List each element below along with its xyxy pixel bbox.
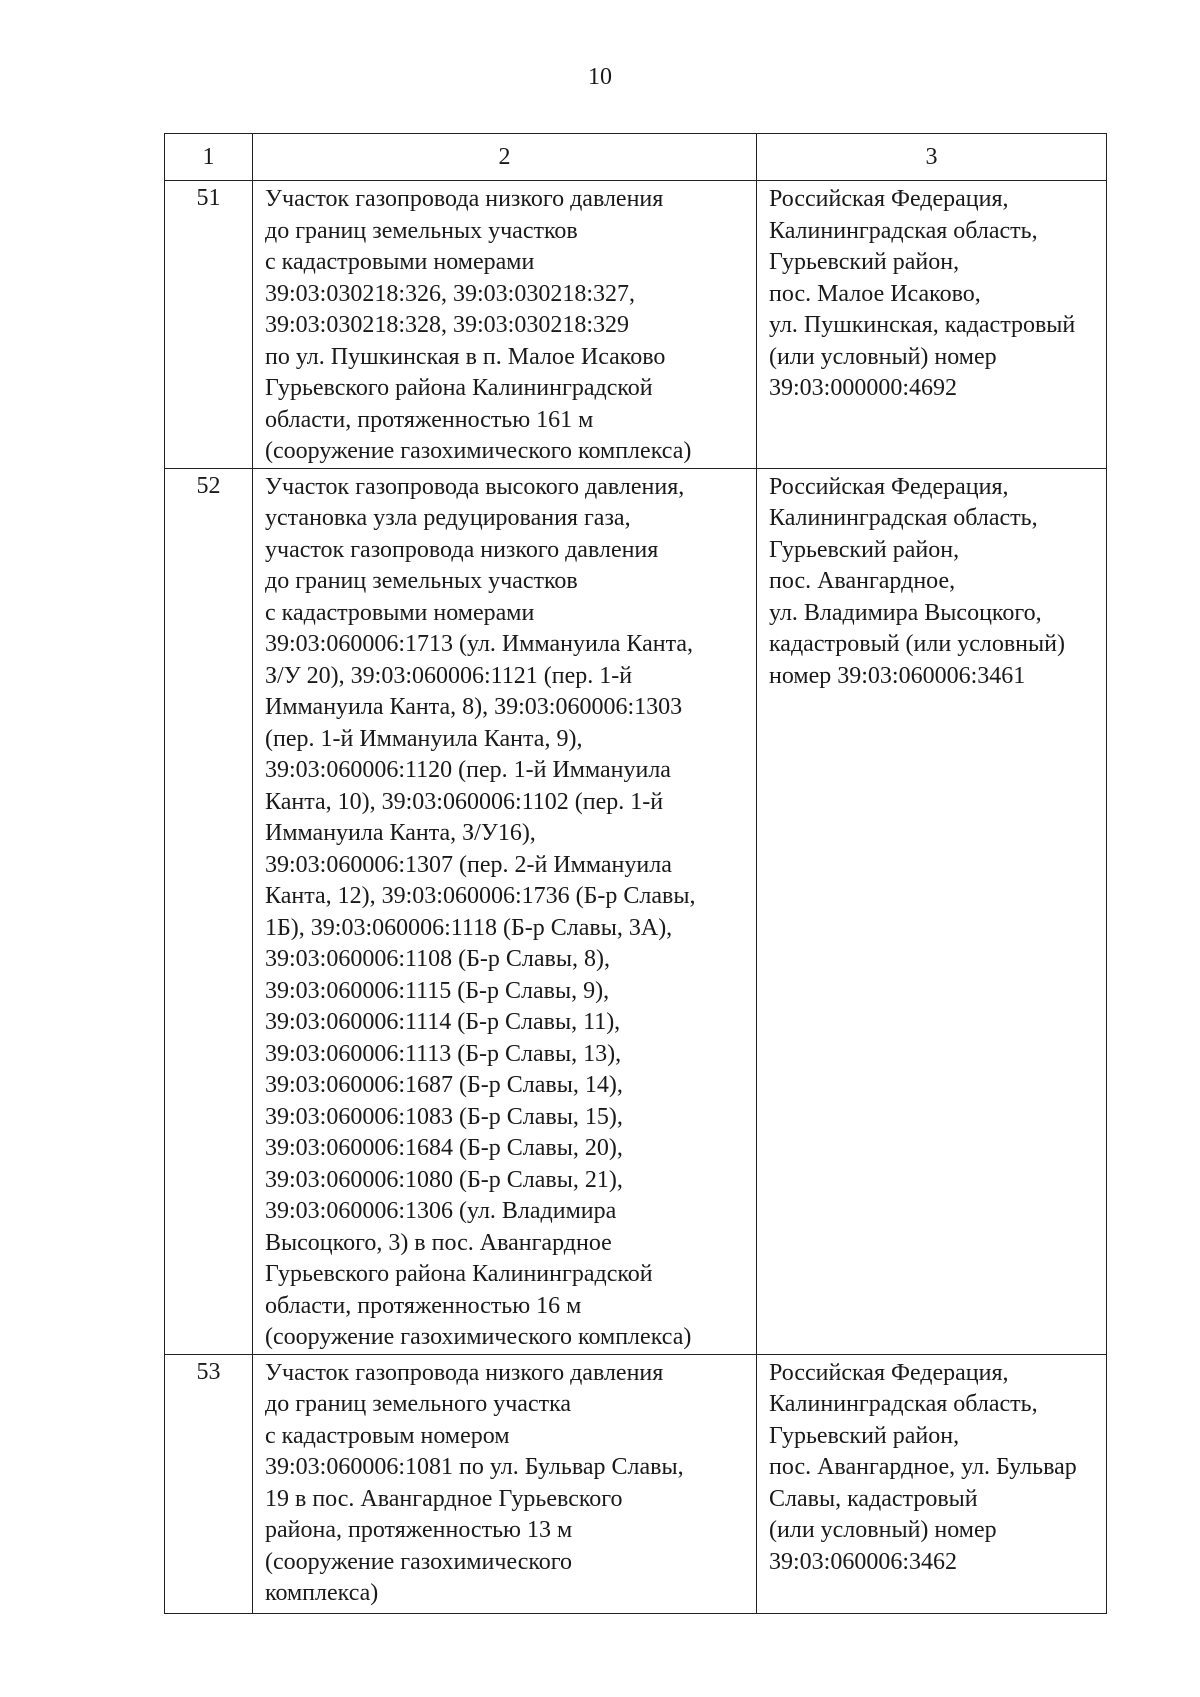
text-line: 39:03:060006:1306 (ул. Владимира [265,1198,617,1224]
row-number: 51 [165,181,253,469]
text-line: области, протяженностью 161 м [265,406,594,433]
text-line: 39:03:060006:1083 (Б-р Славы, 15), [265,1103,623,1130]
table-row [165,181,1107,469]
text-line: пос. Авангардное, [769,568,956,594]
text-line: Российская Федерация, [769,186,1009,212]
row-number: 52 [165,468,253,1354]
text-line: ул. Пушкинская, кадастровый [769,312,1076,338]
table-row [165,468,1107,1354]
text-line: (или условный) номер [769,1517,997,1543]
text-line: 39:03:060006:1081 по ул. Бульвар Славы, [265,1454,684,1480]
text-line: 39:03:060006:1684 (Б-р Славы, 20), [265,1135,623,1161]
text-line: Иммануила Канта, 8), 39:03:060006:1303 [265,694,683,720]
text-line: с кадастровым номером [265,1422,510,1449]
text-line: пос. Авангардное, ул. Бульвар [769,1454,1077,1480]
object-location [757,468,1107,1354]
text-line: 1Б), 39:03:060006:1118 (Б-р Славы, 3А), [265,914,673,941]
text-line: 39:03:060006:1113 (Б-р Славы, 13), [265,1040,622,1067]
table-header-row [165,134,1107,181]
text-line: Канта, 10), 39:03:060006:1102 (пер. 1-й [265,788,664,815]
text-line: Калининградская область, [769,1391,1038,1417]
text-line: 39:03:060006:1120 (пер. 1-й Иммануила [265,757,671,783]
column-header-1: 1 [165,134,253,181]
text-line: 39:03:060006:1108 (Б-р Славы, 8), [265,946,610,972]
text-line: Участок газопровода высокого давления, [265,473,685,500]
text-line: 39:03:030218:328, 39:03:030218:329 [265,312,630,338]
text-line: района, протяженностью 13 м [265,1517,573,1543]
text-line: (пер. 1-й Иммануила Канта, 9), [265,725,583,752]
text-line: (сооружение газохимического комплекса) [265,438,692,464]
text-line: Славы, кадастровый [769,1485,978,1512]
text-line: Калининградская область, [769,217,1038,244]
text-line: Гурьевского района Калининградской [265,375,653,401]
text-line: Российская Федерация, [769,473,1009,500]
text-line: до границ земельных участков [265,217,578,244]
table-row [165,1354,1107,1613]
text-line: Гурьевский район, [769,249,960,275]
text-line: области, протяженностью 16 м [265,1292,582,1319]
text-line: Участок газопровода низкого давления [265,1359,664,1386]
text-line: установка узла редуцирования газа, [265,505,631,531]
object-description [253,181,757,469]
text-line: З/У 20), 39:03:060006:1121 (пер. 1-й [265,662,633,689]
page-number: 10 [588,64,612,90]
text-line: 39:03:000000:4692 [769,375,958,401]
text-line: Иммануила Канта, З/У16), [265,820,536,846]
text-line: 19 в пос. Авангардное Гурьевского [265,1485,623,1512]
text-line: участок газопровода низкого давления [265,536,659,563]
text-line: Участок газопровода низкого давления [265,186,664,212]
text-line: 39:03:060006:1115 (Б-р Славы, 9), [265,977,610,1004]
text-line: 39:03:060006:1307 (пер. 2-й Иммануила [265,851,672,878]
row-number: 53 [165,1354,253,1613]
object-description [253,468,757,1354]
column-header-3: 3 [757,134,1107,181]
object-description [253,1354,757,1613]
text-line: 39:03:060006:1114 (Б-р Славы, 11), [265,1009,621,1035]
text-line: (или условный) номер [769,343,997,370]
object-location [757,1354,1107,1613]
text-line: Гурьевский район, [769,1422,960,1449]
text-line: 39:03:060006:3462 [769,1548,958,1575]
column-header-2: 2 [253,134,757,181]
text-line: комплекса) [265,1580,379,1606]
object-location [757,181,1107,469]
text-line: с кадастровыми номерами [265,249,535,275]
text-line: до границ земельного участка [265,1391,572,1417]
text-line: (сооружение газохимического комплекса) [265,1324,692,1350]
text-line: 39:03:060006:1687 (Б-р Славы, 14), [265,1072,623,1098]
text-line: Гурьевский район, [769,536,960,563]
text-line: кадастровый (или условный) [769,631,1065,657]
text-line: ул. Владимира Высоцкого, [769,599,1042,626]
text-line: (сооружение газохимического [265,1548,573,1575]
text-line: с кадастровыми номерами [265,599,535,626]
text-line: Канта, 12), 39:03:060006:1736 (Б-р Славы, [265,883,696,909]
text-line: номер 39:03:060006:3461 [769,662,1026,689]
text-line: Российская Федерация, [769,1359,1009,1386]
text-line: до границ земельных участков [265,568,578,594]
text-line: 39:03:060006:1713 (ул. Иммануила Канта, [265,631,694,657]
document-table [164,133,1107,1614]
text-line: Высоцкого, 3) в пос. Авангардное [265,1229,612,1256]
text-line: 39:03:030218:326, 39:03:030218:327, [265,280,636,307]
text-line: пос. Малое Исаково, [769,280,981,307]
text-line: Калининградская область, [769,505,1038,531]
text-line: 39:03:060006:1080 (Б-р Славы, 21), [265,1166,623,1193]
text-line: Гурьевского района Калининградской [265,1261,653,1287]
text-line: по ул. Пушкинская в п. Малое Исаково [265,343,666,370]
